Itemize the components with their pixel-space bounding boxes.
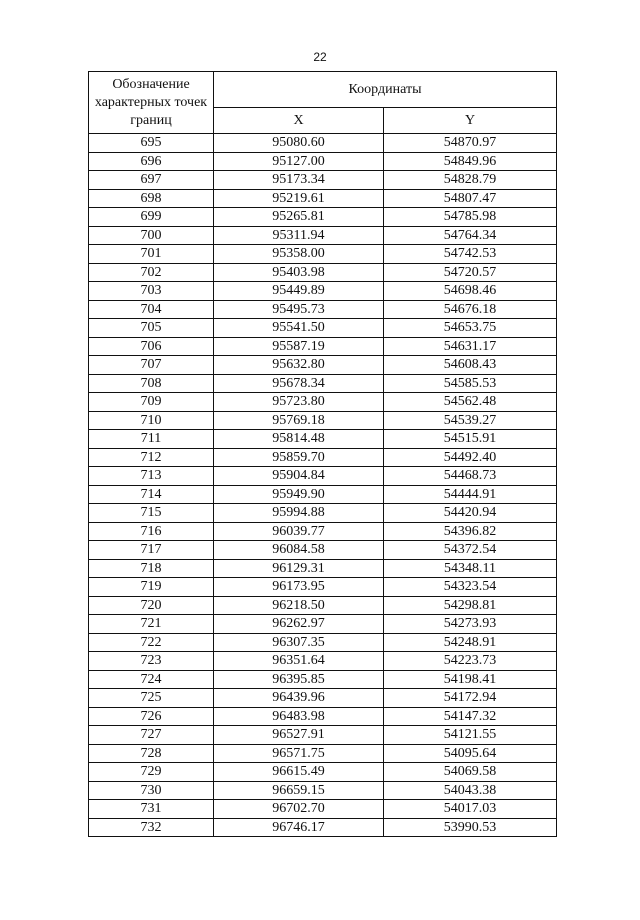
table-row bbox=[89, 781, 557, 800]
table-row bbox=[89, 448, 557, 467]
cell-x: 96307.35 bbox=[214, 633, 384, 652]
cell-point-id: 700 bbox=[89, 226, 214, 245]
cell-y: 54172.94 bbox=[384, 689, 557, 708]
cell-y: 54870.97 bbox=[384, 134, 557, 153]
cell-x: 95449.89 bbox=[214, 282, 384, 301]
cell-y: 54043.38 bbox=[384, 781, 557, 800]
cell-point-id: 730 bbox=[89, 781, 214, 800]
cell-point-id: 704 bbox=[89, 300, 214, 319]
cell-point-id: 696 bbox=[89, 152, 214, 171]
cell-x: 95994.88 bbox=[214, 504, 384, 523]
cell-y: 54396.82 bbox=[384, 522, 557, 541]
table-row bbox=[89, 652, 557, 671]
cell-x: 96659.15 bbox=[214, 781, 384, 800]
cell-y: 54785.98 bbox=[384, 208, 557, 227]
cell-x: 96615.49 bbox=[214, 763, 384, 782]
table-row bbox=[89, 541, 557, 560]
cell-point-id: 710 bbox=[89, 411, 214, 430]
cell-x: 95814.48 bbox=[214, 430, 384, 449]
header-x: X bbox=[214, 107, 384, 133]
cell-y: 54095.64 bbox=[384, 744, 557, 763]
cell-point-id: 708 bbox=[89, 374, 214, 393]
table-row bbox=[89, 485, 557, 504]
coordinates-table bbox=[88, 71, 557, 837]
cell-point-id: 715 bbox=[89, 504, 214, 523]
cell-x: 95495.73 bbox=[214, 300, 384, 319]
cell-x: 95219.61 bbox=[214, 189, 384, 208]
cell-y: 54807.47 bbox=[384, 189, 557, 208]
cell-point-id: 724 bbox=[89, 670, 214, 689]
table-row bbox=[89, 818, 557, 837]
table-row bbox=[89, 319, 557, 338]
cell-point-id: 732 bbox=[89, 818, 214, 837]
cell-point-id: 725 bbox=[89, 689, 214, 708]
cell-y: 54348.11 bbox=[384, 559, 557, 578]
cell-point-id: 706 bbox=[89, 337, 214, 356]
table-row bbox=[89, 171, 557, 190]
cell-x: 96218.50 bbox=[214, 596, 384, 615]
cell-y: 54515.91 bbox=[384, 430, 557, 449]
cell-x: 96571.75 bbox=[214, 744, 384, 763]
table-row bbox=[89, 263, 557, 282]
cell-x: 95080.60 bbox=[214, 134, 384, 153]
cell-x: 95403.98 bbox=[214, 263, 384, 282]
cell-point-id: 722 bbox=[89, 633, 214, 652]
cell-y: 54698.46 bbox=[384, 282, 557, 301]
cell-y: 54742.53 bbox=[384, 245, 557, 264]
table-row bbox=[89, 152, 557, 171]
table-row bbox=[89, 504, 557, 523]
cell-y: 54585.53 bbox=[384, 374, 557, 393]
cell-y: 54017.03 bbox=[384, 800, 557, 819]
cell-point-id: 707 bbox=[89, 356, 214, 375]
table-row bbox=[89, 726, 557, 745]
cell-y: 54828.79 bbox=[384, 171, 557, 190]
cell-y: 54653.75 bbox=[384, 319, 557, 338]
header-coordinates: Координаты bbox=[214, 72, 557, 108]
table-row bbox=[89, 522, 557, 541]
cell-y: 54444.91 bbox=[384, 485, 557, 504]
cell-y: 54223.73 bbox=[384, 652, 557, 671]
table-row bbox=[89, 744, 557, 763]
cell-y: 54492.40 bbox=[384, 448, 557, 467]
cell-x: 95265.81 bbox=[214, 208, 384, 227]
cell-point-id: 713 bbox=[89, 467, 214, 486]
cell-y: 54069.58 bbox=[384, 763, 557, 782]
cell-x: 95769.18 bbox=[214, 411, 384, 430]
cell-point-id: 716 bbox=[89, 522, 214, 541]
cell-point-id: 702 bbox=[89, 263, 214, 282]
cell-x: 96483.98 bbox=[214, 707, 384, 726]
cell-point-id: 701 bbox=[89, 245, 214, 264]
table-row bbox=[89, 615, 557, 634]
cell-x: 96702.70 bbox=[214, 800, 384, 819]
cell-point-id: 727 bbox=[89, 726, 214, 745]
cell-point-id: 726 bbox=[89, 707, 214, 726]
page-number: 22 bbox=[313, 50, 327, 64]
cell-y: 54147.32 bbox=[384, 707, 557, 726]
cell-x: 96746.17 bbox=[214, 818, 384, 837]
table-row bbox=[89, 245, 557, 264]
cell-y: 53990.53 bbox=[384, 818, 557, 837]
header-y: Y bbox=[384, 107, 557, 133]
cell-x: 95541.50 bbox=[214, 319, 384, 338]
cell-y: 54273.93 bbox=[384, 615, 557, 634]
table-row bbox=[89, 633, 557, 652]
cell-point-id: 712 bbox=[89, 448, 214, 467]
cell-x: 96395.85 bbox=[214, 670, 384, 689]
table-row bbox=[89, 578, 557, 597]
table-row bbox=[89, 300, 557, 319]
table-row bbox=[89, 467, 557, 486]
table-row bbox=[89, 189, 557, 208]
table-body bbox=[89, 134, 557, 837]
cell-point-id: 695 bbox=[89, 134, 214, 153]
cell-x: 95859.70 bbox=[214, 448, 384, 467]
table-row bbox=[89, 393, 557, 412]
cell-x: 95632.80 bbox=[214, 356, 384, 375]
cell-x: 96439.96 bbox=[214, 689, 384, 708]
table-row bbox=[89, 208, 557, 227]
cell-point-id: 711 bbox=[89, 430, 214, 449]
table-row bbox=[89, 689, 557, 708]
cell-x: 96173.95 bbox=[214, 578, 384, 597]
cell-y: 54562.48 bbox=[384, 393, 557, 412]
cell-x: 96084.58 bbox=[214, 541, 384, 560]
cell-point-id: 717 bbox=[89, 541, 214, 560]
cell-x: 95311.94 bbox=[214, 226, 384, 245]
table-row bbox=[89, 670, 557, 689]
cell-x: 95173.34 bbox=[214, 171, 384, 190]
cell-y: 54298.81 bbox=[384, 596, 557, 615]
cell-point-id: 721 bbox=[89, 615, 214, 634]
cell-x: 95587.19 bbox=[214, 337, 384, 356]
cell-y: 54248.91 bbox=[384, 633, 557, 652]
cell-y: 54764.34 bbox=[384, 226, 557, 245]
cell-x: 96039.77 bbox=[214, 522, 384, 541]
table-row bbox=[89, 226, 557, 245]
cell-y: 54676.18 bbox=[384, 300, 557, 319]
cell-y: 54631.17 bbox=[384, 337, 557, 356]
cell-point-id: 720 bbox=[89, 596, 214, 615]
table-header bbox=[89, 72, 557, 134]
cell-point-id: 718 bbox=[89, 559, 214, 578]
cell-point-id: 714 bbox=[89, 485, 214, 504]
cell-y: 54849.96 bbox=[384, 152, 557, 171]
cell-x: 96129.31 bbox=[214, 559, 384, 578]
cell-x: 96262.97 bbox=[214, 615, 384, 634]
cell-x: 96351.64 bbox=[214, 652, 384, 671]
cell-point-id: 728 bbox=[89, 744, 214, 763]
cell-x: 95678.34 bbox=[214, 374, 384, 393]
cell-point-id: 698 bbox=[89, 189, 214, 208]
table-row bbox=[89, 800, 557, 819]
cell-x: 95904.84 bbox=[214, 467, 384, 486]
cell-x: 95723.80 bbox=[214, 393, 384, 412]
cell-x: 95127.00 bbox=[214, 152, 384, 171]
cell-point-id: 699 bbox=[89, 208, 214, 227]
cell-point-id: 705 bbox=[89, 319, 214, 338]
table-row bbox=[89, 374, 557, 393]
table-row bbox=[89, 596, 557, 615]
cell-point-id: 723 bbox=[89, 652, 214, 671]
cell-y: 54198.41 bbox=[384, 670, 557, 689]
cell-y: 54420.94 bbox=[384, 504, 557, 523]
table-row bbox=[89, 763, 557, 782]
cell-y: 54539.27 bbox=[384, 411, 557, 430]
cell-y: 54720.57 bbox=[384, 263, 557, 282]
table-row bbox=[89, 707, 557, 726]
table-row bbox=[89, 559, 557, 578]
cell-y: 54121.55 bbox=[384, 726, 557, 745]
cell-point-id: 731 bbox=[89, 800, 214, 819]
table-row bbox=[89, 337, 557, 356]
cell-point-id: 729 bbox=[89, 763, 214, 782]
table-row bbox=[89, 282, 557, 301]
cell-point-id: 709 bbox=[89, 393, 214, 412]
cell-point-id: 703 bbox=[89, 282, 214, 301]
cell-y: 54323.54 bbox=[384, 578, 557, 597]
cell-x: 95358.00 bbox=[214, 245, 384, 264]
cell-x: 96527.91 bbox=[214, 726, 384, 745]
header-point-id: Обозначение характерных точек границ bbox=[89, 72, 214, 134]
cell-y: 54608.43 bbox=[384, 356, 557, 375]
cell-point-id: 719 bbox=[89, 578, 214, 597]
cell-y: 54468.73 bbox=[384, 467, 557, 486]
cell-y: 54372.54 bbox=[384, 541, 557, 560]
table-row bbox=[89, 356, 557, 375]
table-row bbox=[89, 411, 557, 430]
cell-point-id: 697 bbox=[89, 171, 214, 190]
cell-x: 95949.90 bbox=[214, 485, 384, 504]
table-row bbox=[89, 134, 557, 153]
table-row bbox=[89, 430, 557, 449]
